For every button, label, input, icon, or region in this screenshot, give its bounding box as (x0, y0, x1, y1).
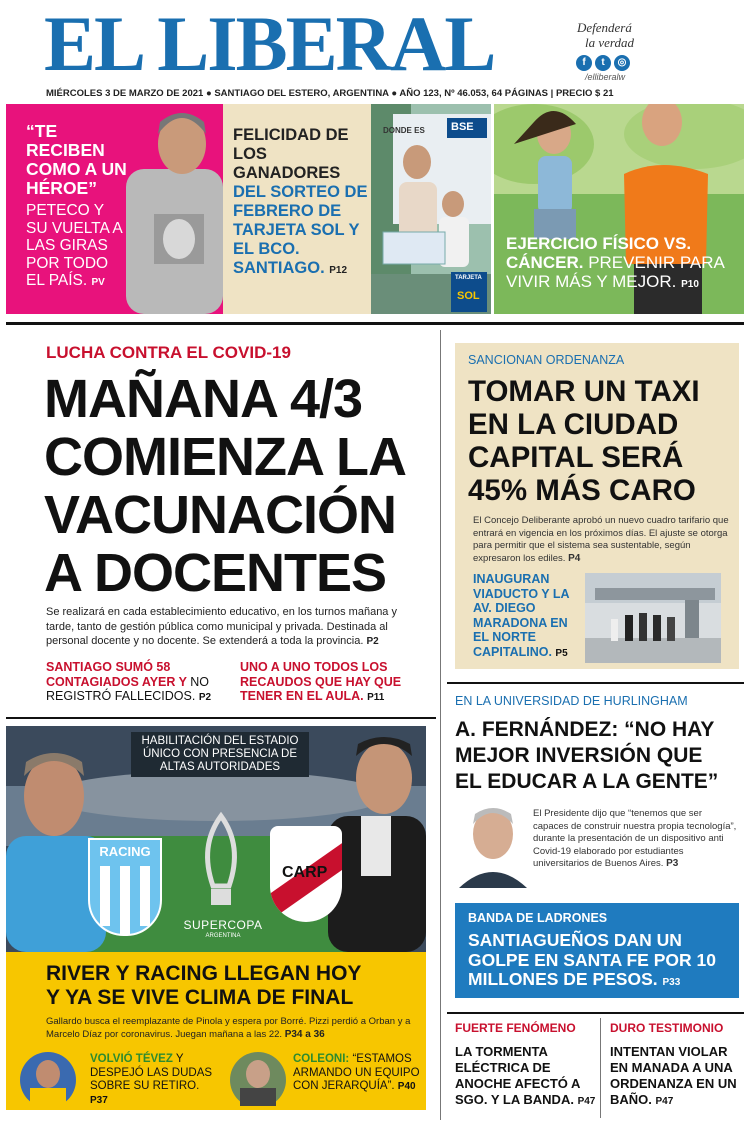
main-headline-line-2: COMIENZA LA (44, 427, 406, 487)
peteco-headline: “TE RECIBEN COMO A UN HÉROE” (26, 121, 127, 198)
brief1-page: P2 (198, 692, 212, 703)
taxi-body (473, 515, 731, 565)
sports-headline-line-1: RIVER Y RACING LLEGAN HOY (46, 962, 362, 985)
tevez-black: Y DESPEJÓ LAS DUDAS SOBRE SU RETIRO. (90, 1053, 213, 1092)
taxi-box[interactable] (455, 343, 739, 669)
brief1-black: NO REGISTRÓ FALLECIDOS. (46, 674, 210, 703)
teaser-ejercicio[interactable] (494, 104, 744, 314)
viaducto-text: INAUGURAN VIADUCTO Y LA AV. DIEGO MARADONA EN EL NORTE CAPITALINO. (473, 572, 570, 659)
main-bottom-rule (6, 717, 436, 719)
sorteo-line2: DEL SORTEO DE FEBRERO DE TARJETA SOL Y EL BCO. SANTIAGO. (233, 183, 368, 277)
sports-body-text: Gallardo busca el reemplazante de Pinola y espera por Borré. Pizzi perdió a Orban y a Marcelo Díaz por coronavirus. Juegan mañana a las 22. (46, 1016, 411, 1040)
testimonio-page: P47 (655, 1096, 674, 1107)
taxi-headline-line-2: EN LA CIUDAD (468, 408, 679, 441)
fernandez-headline[interactable] (455, 717, 745, 795)
ejercicio-text (506, 234, 741, 294)
brief-contagiados[interactable] (46, 660, 231, 706)
peteco-photo (124, 104, 223, 314)
tormenta-kicker: FUERTE FENÓMENO (455, 1021, 576, 1035)
tormenta-page: P47 (577, 1096, 596, 1107)
ejercicio-headline: EJERCICIO FÍSICO VS. CÁNCER. (506, 234, 692, 272)
bse-logo: BSE (451, 121, 474, 133)
sports-photo[interactable] (6, 726, 426, 952)
fernandez-headline-line-2: MEJOR INVERSIÓN QUE (455, 744, 703, 767)
viaducto-photo (585, 573, 721, 663)
instagram-icon[interactable]: ◎ (614, 55, 630, 71)
brief2-page: P11 (367, 692, 385, 703)
supercopa-trophy-icon (191, 811, 251, 911)
ladrones-box[interactable] (455, 903, 739, 998)
main-body-page: P2 (366, 636, 379, 647)
taxi-headline-line-1: TOMAR UN TAXI (468, 375, 700, 408)
main-headline-line-3: VACUNACIÓN (44, 485, 396, 545)
main-kicker: LUCHA CONTRA EL COVID-19 (46, 343, 291, 362)
ladrones-headline: SANTIAGUEÑOS DAN UN GOLPE EN SANTA FE POR 10 MILLONES DE PESOS. (468, 930, 716, 989)
tormenta-headline: LA TORMENTA ELÉCTRICA DE ANOCHE AFECTÓ A SGO. Y LA BANDA. (455, 1044, 580, 1107)
viaducto-brief[interactable] (473, 572, 583, 661)
supercopa-sub: ARGENTINA (205, 933, 241, 939)
testimonio-headline: INTENTAN VIOLAR EN MANADA A UNA ORDENANZA EN UN BAÑO. (610, 1044, 737, 1107)
river-label: CARP (282, 864, 328, 881)
tevez-brief[interactable] (90, 1053, 220, 1107)
coleoni-brief[interactable] (293, 1053, 423, 1094)
sports-body (46, 1016, 418, 1041)
taxi-kicker: SANCIONAN ORDENANZA (468, 353, 625, 367)
peteco-sub (26, 202, 126, 292)
column-divider (440, 330, 441, 1120)
masthead (0, 0, 750, 104)
peteco-page: PV (91, 277, 105, 288)
racing-label: RACING (99, 844, 151, 859)
main-headline[interactable] (44, 370, 436, 602)
fernandez-body-text: El Presidente dijo que “tenemos que ser capaces de construir nuestra propia tecnología”, durante la presentación de un dispositivo anti Covid-19 elaborado por estudiantes universitarios de Buenos Aires. (533, 808, 737, 869)
river-shield (270, 826, 342, 922)
fernandez-photo (455, 800, 527, 888)
tevez-page: P37 (90, 1094, 108, 1106)
main-headline-line-4: A DOCENTES (44, 543, 387, 603)
bottom-rule (447, 1012, 744, 1014)
facebook-icon[interactable]: f (576, 55, 592, 71)
sorteo-line1: FELICIDAD DE LOS GANADORES (233, 126, 349, 182)
sign-text: DONDE ES (383, 126, 425, 135)
racing-stripe-3 (140, 866, 150, 926)
racing-shield (88, 838, 162, 936)
sports-body-page: P34 a 36 (284, 1028, 325, 1040)
fernandez-rule (447, 682, 744, 684)
taxi-headline-line-4: 45% MÁS CARO (468, 474, 696, 507)
fernandez-body (533, 808, 738, 871)
fernandez-kicker: EN LA UNIVERSIDAD DE HURLINGHAM (455, 694, 688, 708)
teaser-sorteo[interactable] (223, 104, 371, 314)
peteco-sub-text: PETECO Y SU VUELTA A LAS GIRAS POR TODO EL PAÍS. (26, 202, 122, 289)
sorteo-photo (371, 104, 491, 314)
supercopa-label: SUPERCOPA (183, 918, 263, 932)
ejercicio-sub: PREVENIR PARA VIVIR MÁS Y MEJOR. (506, 253, 724, 291)
card-brand: SOL (457, 290, 480, 302)
sports-headline-line-2: Y YA SE VIVE CLIMA DE FINAL (46, 986, 354, 1009)
dateline: MIÉRCOLES 3 DE MARZO DE 2021 ● SANTIAGO DEL ESTERO, ARGENTINA ● AÑO 123, Nº 46.053, 64 PÁGINAS | PRECIO $ 21 (46, 88, 614, 99)
sorteo-page: P12 (329, 265, 348, 276)
social-icons (576, 52, 633, 71)
motto (577, 20, 634, 50)
newspaper-logo[interactable]: EL LIBERAL (44, 0, 495, 87)
coleoni-black: “ESTAMOS ARMANDO UN EQUIPO CON JERARQUÍA”. (293, 1053, 420, 1092)
top-rule (6, 322, 744, 325)
tormenta-story[interactable] (455, 1044, 597, 1110)
main-body (46, 605, 426, 650)
ejercicio-page: P10 (681, 279, 699, 290)
tevez-photo (18, 1050, 78, 1106)
taxi-headline (468, 375, 733, 507)
brief1-red: SANTIAGO SUMÓ 58 CONTAGIADOS AYER Y (46, 660, 187, 689)
fernandez-page: P3 (666, 858, 679, 869)
racing-stripe-1 (100, 866, 110, 926)
tevez-green: VOLVIÓ TÉVEZ (90, 1053, 173, 1065)
social-handle[interactable]: /elliberalw (585, 72, 626, 82)
sorteo-headline (233, 126, 368, 280)
motto-line-1: Defenderá (577, 20, 632, 35)
viaducto-page: P5 (555, 647, 568, 659)
stadium-box: HABILITACIÓN DEL ESTADIO ÚNICO CON PRESENCIA DE ALTAS AUTORIDADES (131, 732, 309, 777)
coleoni-photo (228, 1050, 288, 1106)
brief2-red: UNO A UNO TODOS LOS RECAUDOS QUE HAY QUE TENER EN EL AULA. (240, 660, 402, 703)
twitter-icon[interactable]: t (595, 55, 611, 71)
taxi-headline-line-3: CAPITAL SERÁ (468, 441, 684, 474)
coleoni-page: P40 (397, 1081, 416, 1092)
card-label: TARJETA (455, 275, 482, 281)
taxi-page: P4 (568, 552, 581, 564)
main-headline-line-1: MAÑANA 4/3 (44, 369, 363, 429)
main-body-text: Se realizará en cada establecimiento educativo, en los turnos mañana y tarde, tanto de gestión pública como municipal y privada. Destinada al personal docente y no docente. Se extenderá a toda la provincia. (46, 606, 397, 647)
brief-recaudos[interactable] (240, 660, 430, 706)
racing-stripe-2 (120, 866, 130, 934)
coleoni-green: COLEONI: (293, 1053, 350, 1065)
bottom-divider (600, 1018, 601, 1118)
sports-headline (46, 962, 426, 1010)
teaser-peteco[interactable] (6, 104, 223, 314)
testimonio-story[interactable] (610, 1044, 742, 1110)
ladrones-headline-wrap (468, 931, 733, 993)
testimonio-kicker: DURO TESTIMONIO (610, 1021, 724, 1035)
ladrones-kicker: BANDA DE LADRONES (468, 911, 608, 925)
ladrones-page: P33 (662, 977, 681, 988)
fernandez-headline-line-1: A. FERNÁNDEZ: “NO HAY (455, 718, 715, 741)
winners-photo (371, 104, 491, 314)
taxi-body-text: El Concejo Deliberante aprobó un nuevo cuadro tarifario que entrará en vigencia en los próximos días. El ajuste se otorga para permitir que el sistema sea sustentable, según expresaron los ediles. (473, 515, 729, 564)
fernandez-headline-line-3: EL EDUCAR A LA GENTE” (455, 770, 719, 793)
sports-story[interactable] (6, 952, 426, 1110)
motto-line-2: la verdad (585, 35, 634, 50)
